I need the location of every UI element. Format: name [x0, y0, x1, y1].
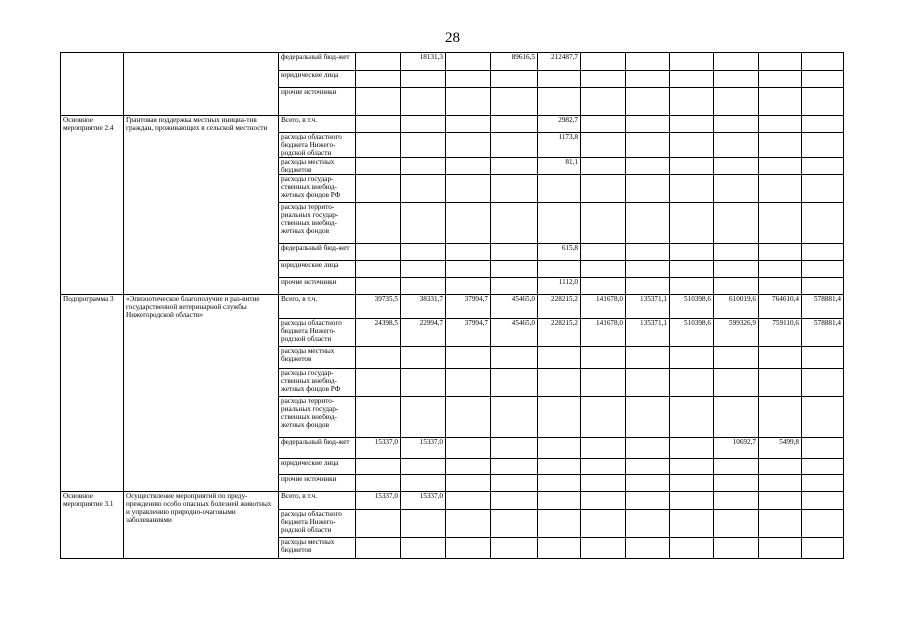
value-cell	[759, 510, 802, 538]
value-cell	[670, 397, 714, 438]
value-cell	[581, 475, 626, 492]
value-cell	[491, 538, 538, 559]
value-cell	[446, 116, 491, 133]
value-cell	[581, 203, 626, 244]
value-cell	[356, 158, 401, 175]
value-cell	[626, 175, 670, 203]
budget-table	[60, 52, 844, 559]
funding-source: прочие источники	[279, 475, 356, 492]
funding-source: Всего, в т.ч.	[279, 116, 356, 133]
value-cell	[626, 459, 670, 475]
section-code: Подпрограмма 3	[61, 295, 124, 492]
value-cell	[401, 203, 446, 244]
value-cell	[626, 347, 670, 369]
value-cell	[491, 116, 538, 133]
value-cell	[581, 510, 626, 538]
value-cell: 610019,6	[714, 295, 759, 319]
value-cell	[670, 116, 714, 133]
funding-source: расходы террито-риальных государ-ственных внебюд-жетных фондов	[279, 203, 356, 244]
value-cell	[714, 538, 759, 559]
value-cell	[759, 158, 802, 175]
value-cell: 45465,0	[491, 295, 538, 319]
value-cell	[538, 510, 581, 538]
value-cell: 141678,0	[581, 295, 626, 319]
value-cell	[581, 278, 626, 295]
value-cell	[670, 203, 714, 244]
value-cell	[626, 475, 670, 492]
value-cell	[670, 158, 714, 175]
value-cell	[491, 88, 538, 116]
value-cell	[759, 397, 802, 438]
value-cell	[581, 459, 626, 475]
value-cell	[401, 88, 446, 116]
funding-source: юридические лица	[279, 261, 356, 278]
value-cell	[714, 278, 759, 295]
value-cell	[538, 369, 581, 397]
value-cell: 15337,0	[401, 492, 446, 510]
value-cell	[356, 244, 401, 261]
value-cell	[356, 116, 401, 133]
value-cell	[714, 203, 759, 244]
value-cell	[581, 175, 626, 203]
value-cell	[626, 261, 670, 278]
value-cell	[356, 203, 401, 244]
value-cell	[670, 175, 714, 203]
value-cell	[626, 53, 670, 71]
value-cell: 45465,0	[491, 319, 538, 347]
value-cell	[446, 475, 491, 492]
value-cell: 15337,0	[401, 438, 446, 459]
value-cell	[356, 133, 401, 158]
value-cell: 81,1	[538, 158, 581, 175]
value-cell	[401, 369, 446, 397]
value-cell	[538, 459, 581, 475]
section-code	[61, 53, 124, 116]
value-cell	[626, 278, 670, 295]
value-cell: 24398,5	[356, 319, 401, 347]
value-cell	[356, 369, 401, 397]
value-cell	[356, 475, 401, 492]
value-cell	[446, 71, 491, 88]
value-cell	[356, 175, 401, 203]
value-cell	[714, 71, 759, 88]
value-cell: 228215,2	[538, 319, 581, 347]
value-cell	[714, 244, 759, 261]
value-cell	[446, 158, 491, 175]
value-cell	[802, 71, 844, 88]
value-cell	[356, 538, 401, 559]
value-cell	[581, 88, 626, 116]
value-cell	[626, 397, 670, 438]
value-cell: 37994,7	[446, 295, 491, 319]
value-cell	[491, 175, 538, 203]
value-cell	[491, 244, 538, 261]
value-cell	[802, 492, 844, 510]
value-cell	[401, 510, 446, 538]
value-cell	[670, 261, 714, 278]
value-cell	[759, 278, 802, 295]
value-cell	[626, 438, 670, 459]
section-name	[124, 53, 279, 116]
section-name: «Эпизоотическое благополучие и раз-витие государственной ветеринарной службы Нижегородской области»	[124, 295, 279, 492]
value-cell	[446, 492, 491, 510]
value-cell	[491, 397, 538, 438]
value-cell	[446, 510, 491, 538]
value-cell: 1173,8	[538, 133, 581, 158]
value-cell: 15337,0	[356, 438, 401, 459]
value-cell	[670, 475, 714, 492]
value-cell	[802, 203, 844, 244]
value-cell	[670, 133, 714, 158]
value-cell	[714, 492, 759, 510]
value-cell	[802, 459, 844, 475]
value-cell	[802, 175, 844, 203]
value-cell	[714, 261, 759, 278]
funding-source: расходы местных бюджетов	[279, 158, 356, 175]
funding-source: расходы местных бюджетов	[279, 347, 356, 369]
value-cell	[491, 278, 538, 295]
funding-source: расходы государ-ственных внебюд-жетных фондов РФ	[279, 369, 356, 397]
value-cell	[356, 347, 401, 369]
table-row	[61, 492, 844, 510]
value-cell	[491, 133, 538, 158]
value-cell	[401, 475, 446, 492]
value-cell	[581, 538, 626, 559]
funding-source: расходы областного бюджета Нижего-родской области	[279, 510, 356, 538]
value-cell	[581, 116, 626, 133]
value-cell	[802, 347, 844, 369]
value-cell	[491, 369, 538, 397]
value-cell	[802, 53, 844, 71]
value-cell	[670, 369, 714, 397]
value-cell	[626, 158, 670, 175]
value-cell: 578881,4	[802, 319, 844, 347]
value-cell	[446, 261, 491, 278]
value-cell: 510398,6	[670, 319, 714, 347]
value-cell	[446, 538, 491, 559]
value-cell	[401, 116, 446, 133]
value-cell	[538, 203, 581, 244]
value-cell: 599326,9	[714, 319, 759, 347]
value-cell	[759, 244, 802, 261]
value-cell: 578881,4	[802, 295, 844, 319]
value-cell	[714, 459, 759, 475]
table-row	[61, 295, 844, 319]
value-cell	[581, 244, 626, 261]
value-cell	[670, 538, 714, 559]
value-cell	[491, 492, 538, 510]
value-cell	[759, 71, 802, 88]
value-cell	[581, 492, 626, 510]
value-cell	[802, 538, 844, 559]
value-cell	[714, 369, 759, 397]
value-cell	[714, 116, 759, 133]
value-cell: 38331,7	[401, 295, 446, 319]
value-cell	[401, 397, 446, 438]
value-cell: 22994,7	[401, 319, 446, 347]
value-cell	[581, 438, 626, 459]
value-cell	[802, 397, 844, 438]
value-cell	[538, 492, 581, 510]
table-row	[61, 53, 844, 71]
section-name: Грантовая поддержка местных инициа-тив граждан, проживающих в сельской местности	[124, 116, 279, 295]
value-cell: 764610,4	[759, 295, 802, 319]
value-cell: 228215,2	[538, 295, 581, 319]
section-code: Основное мероприятие 3.1	[61, 492, 124, 559]
value-cell: 18131,3	[401, 53, 446, 71]
section-name: Осуществление мероприятий по преду-преждению особо опасных болезней животных и управлению природно-очаговыми заболеваниями	[124, 492, 279, 559]
value-cell	[401, 261, 446, 278]
value-cell	[538, 438, 581, 459]
value-cell	[759, 175, 802, 203]
value-cell	[759, 88, 802, 116]
value-cell	[759, 203, 802, 244]
value-cell	[446, 397, 491, 438]
value-cell	[401, 133, 446, 158]
value-cell	[491, 203, 538, 244]
value-cell	[446, 347, 491, 369]
value-cell	[491, 71, 538, 88]
value-cell	[714, 475, 759, 492]
value-cell	[714, 510, 759, 538]
value-cell	[802, 261, 844, 278]
value-cell	[626, 492, 670, 510]
value-cell	[670, 510, 714, 538]
value-cell	[581, 53, 626, 71]
value-cell	[446, 175, 491, 203]
value-cell	[581, 369, 626, 397]
value-cell	[802, 88, 844, 116]
value-cell: 141678,0	[581, 319, 626, 347]
value-cell	[802, 133, 844, 158]
value-cell	[538, 475, 581, 492]
funding-source: Всего, в т.ч.	[279, 295, 356, 319]
value-cell	[802, 116, 844, 133]
value-cell: 510398,6	[670, 295, 714, 319]
value-cell	[581, 71, 626, 88]
value-cell	[401, 459, 446, 475]
page-number: 28	[445, 30, 460, 46]
value-cell	[538, 261, 581, 278]
value-cell	[401, 71, 446, 88]
value-cell: 759110,6	[759, 319, 802, 347]
value-cell	[401, 158, 446, 175]
value-cell	[491, 158, 538, 175]
value-cell	[356, 71, 401, 88]
value-cell	[626, 133, 670, 158]
value-cell	[446, 88, 491, 116]
value-cell	[446, 278, 491, 295]
value-cell	[626, 116, 670, 133]
value-cell	[759, 133, 802, 158]
value-cell: 135371,1	[626, 295, 670, 319]
value-cell	[446, 203, 491, 244]
funding-source: федеральный бюд-жет	[279, 244, 356, 261]
value-cell	[670, 71, 714, 88]
funding-source: юридические лица	[279, 459, 356, 475]
value-cell	[446, 53, 491, 71]
value-cell	[538, 538, 581, 559]
value-cell	[401, 347, 446, 369]
value-cell	[401, 244, 446, 261]
value-cell: 615,8	[538, 244, 581, 261]
funding-source: юридические лица	[279, 71, 356, 88]
funding-source: федеральный бюд-жет	[279, 438, 356, 459]
value-cell	[626, 510, 670, 538]
value-cell	[491, 347, 538, 369]
value-cell	[356, 278, 401, 295]
funding-source: прочие источники	[279, 278, 356, 295]
value-cell	[626, 88, 670, 116]
value-cell	[714, 53, 759, 71]
section-code: Основное мероприятие 2.4	[61, 116, 124, 295]
value-cell	[626, 369, 670, 397]
value-cell	[670, 347, 714, 369]
value-cell: 15337,0	[356, 492, 401, 510]
value-cell	[802, 244, 844, 261]
value-cell: 1112,0	[538, 278, 581, 295]
value-cell	[356, 53, 401, 71]
value-cell	[802, 278, 844, 295]
value-cell	[759, 459, 802, 475]
value-cell: 10692,7	[714, 438, 759, 459]
value-cell	[759, 261, 802, 278]
value-cell	[802, 158, 844, 175]
value-cell	[714, 133, 759, 158]
value-cell	[714, 175, 759, 203]
value-cell	[759, 53, 802, 71]
value-cell	[626, 71, 670, 88]
value-cell	[759, 369, 802, 397]
value-cell	[446, 369, 491, 397]
value-cell	[446, 133, 491, 158]
value-cell	[714, 88, 759, 116]
value-cell	[581, 347, 626, 369]
value-cell	[714, 347, 759, 369]
value-cell	[446, 438, 491, 459]
value-cell	[626, 244, 670, 261]
value-cell	[356, 88, 401, 116]
funding-source: прочие источники	[279, 88, 356, 116]
value-cell: 39735,5	[356, 295, 401, 319]
value-cell: 135371,1	[626, 319, 670, 347]
value-cell	[356, 459, 401, 475]
value-cell	[581, 158, 626, 175]
value-cell	[538, 88, 581, 116]
value-cell	[714, 397, 759, 438]
value-cell	[491, 459, 538, 475]
value-cell	[446, 459, 491, 475]
value-cell	[759, 538, 802, 559]
value-cell: 5499,8	[759, 438, 802, 459]
value-cell	[491, 475, 538, 492]
value-cell	[356, 397, 401, 438]
value-cell	[802, 438, 844, 459]
value-cell	[401, 175, 446, 203]
value-cell	[670, 459, 714, 475]
value-cell	[759, 347, 802, 369]
value-cell	[401, 538, 446, 559]
value-cell	[401, 278, 446, 295]
funding-source: федеральный бюд-жет	[279, 53, 356, 71]
value-cell	[538, 397, 581, 438]
value-cell: 2982,7	[538, 116, 581, 133]
value-cell: 37994,7	[446, 319, 491, 347]
value-cell	[802, 369, 844, 397]
value-cell	[491, 510, 538, 538]
value-cell	[491, 261, 538, 278]
value-cell	[538, 175, 581, 203]
value-cell	[581, 133, 626, 158]
value-cell	[670, 492, 714, 510]
value-cell	[581, 397, 626, 438]
value-cell	[356, 261, 401, 278]
value-cell	[759, 475, 802, 492]
funding-source: расходы террито-риальных государ-ственных внебюд-жетных фондов	[279, 397, 356, 438]
value-cell	[714, 158, 759, 175]
funding-source: Всего, в т.ч.	[279, 492, 356, 510]
value-cell	[356, 510, 401, 538]
funding-source: расходы областного бюджета Нижего-родской области	[279, 133, 356, 158]
value-cell	[670, 278, 714, 295]
value-cell	[670, 88, 714, 116]
value-cell	[802, 475, 844, 492]
value-cell	[670, 438, 714, 459]
value-cell	[491, 438, 538, 459]
funding-source: расходы местных бюджетов	[279, 538, 356, 559]
value-cell	[581, 261, 626, 278]
value-cell	[626, 538, 670, 559]
value-cell	[538, 71, 581, 88]
funding-source: расходы областного бюджета Нижего-родской области	[279, 319, 356, 347]
value-cell: 89616,5	[491, 53, 538, 71]
table-row	[61, 116, 844, 133]
value-cell	[759, 116, 802, 133]
value-cell	[538, 347, 581, 369]
value-cell	[626, 203, 670, 244]
value-cell	[670, 53, 714, 71]
funding-source: расходы государ-ственных внебюд-жетных фондов РФ	[279, 175, 356, 203]
value-cell	[446, 244, 491, 261]
value-cell	[802, 510, 844, 538]
value-cell	[670, 244, 714, 261]
value-cell: 212487,7	[538, 53, 581, 71]
value-cell	[759, 492, 802, 510]
